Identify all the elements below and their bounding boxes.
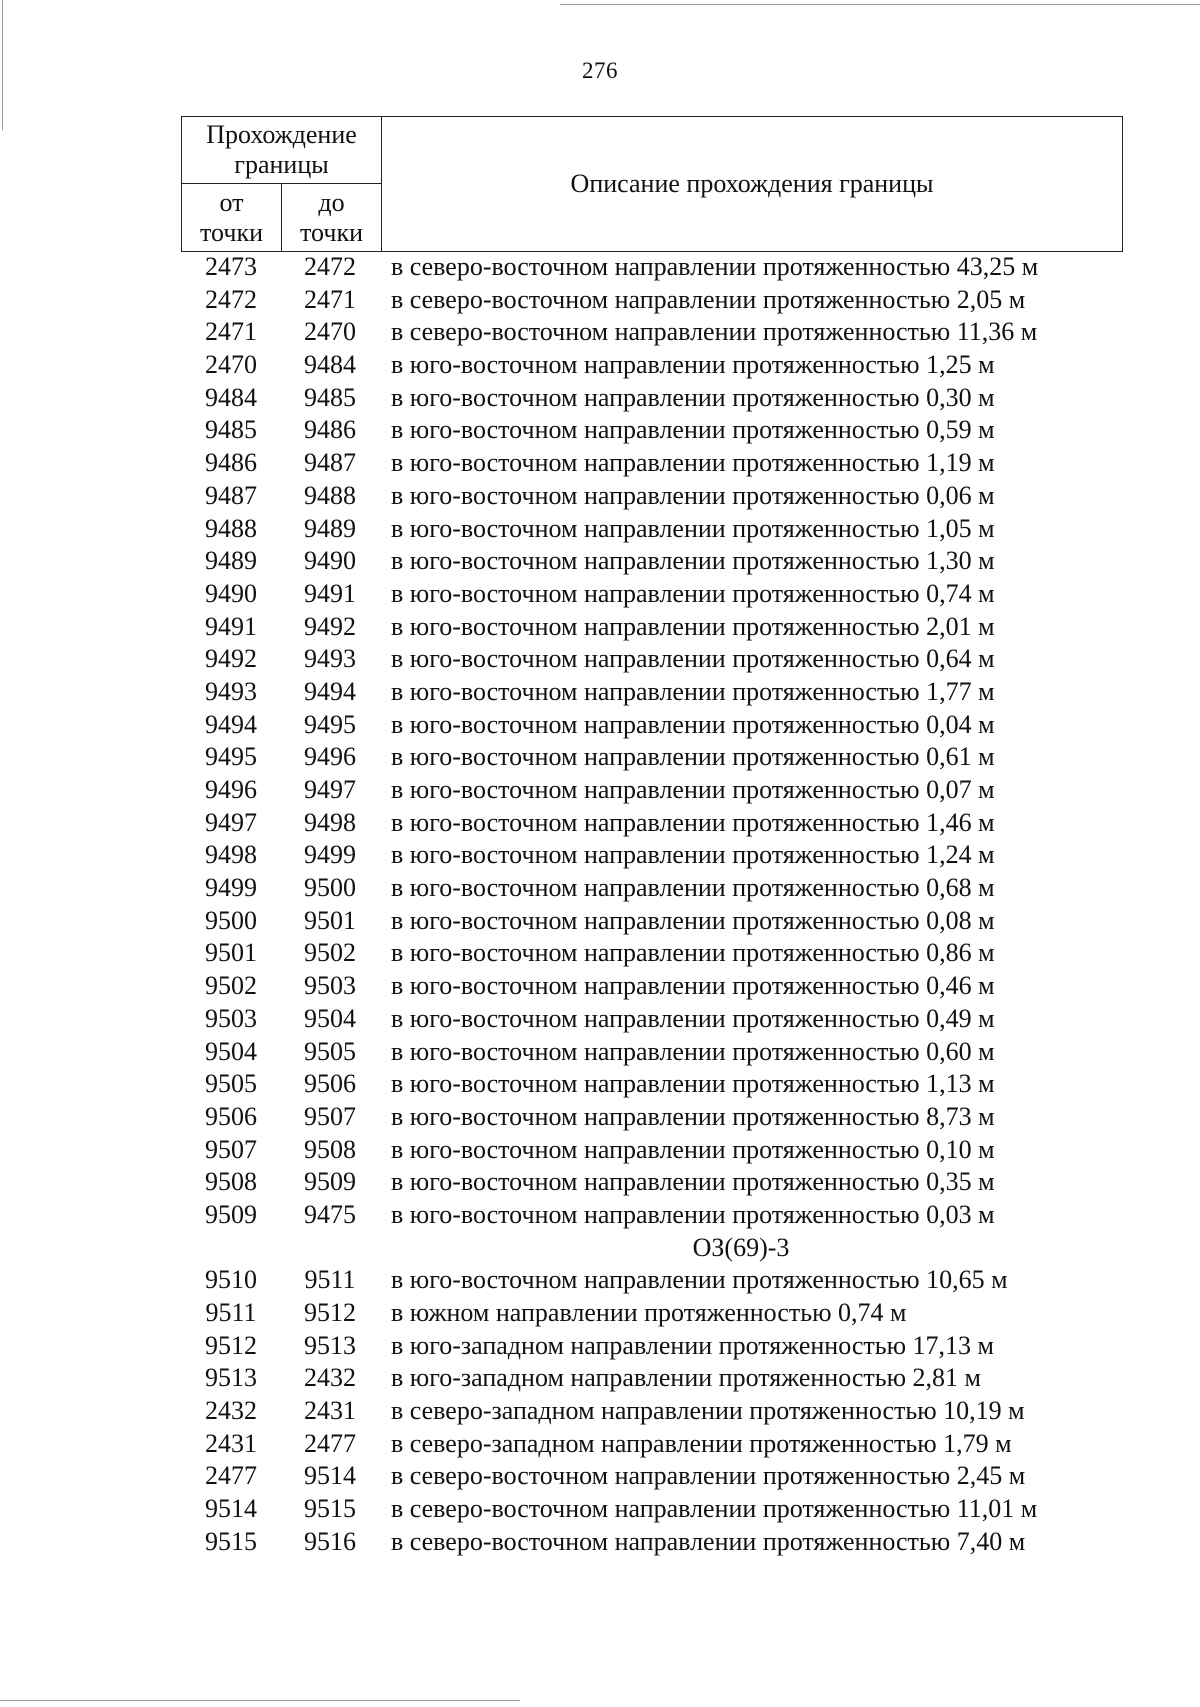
point-to: 9514 (304, 1461, 356, 1491)
table-row (0, 1134, 1200, 1167)
boundary-description: в юго-восточном направлении протяженностью 0,86 м (391, 938, 995, 968)
point-to: 9500 (304, 873, 356, 903)
boundary-description: в юго-восточном направлении протяженностью 10,65 м (391, 1265, 1008, 1295)
boundary-description: в юго-восточном направлении протяженностью 0,64 м (391, 644, 995, 674)
point-from: 9509 (205, 1199, 257, 1229)
point-from: 9497 (205, 807, 257, 837)
table-row (0, 382, 1200, 415)
boundary-description: в юго-восточном направлении протяженностью 0,68 м (391, 873, 995, 903)
table-row (0, 1493, 1200, 1526)
table-row (0, 1428, 1200, 1461)
point-from: 9502 (205, 971, 257, 1001)
section-heading-row (0, 1232, 1200, 1265)
point-to: 9491 (304, 578, 356, 608)
table-row (0, 676, 1200, 709)
point-to: 2470 (304, 317, 356, 347)
point-to: 9512 (304, 1298, 356, 1327)
point-from: 9495 (205, 742, 257, 772)
point-from: 9496 (205, 775, 257, 804)
point-from: 9492 (205, 644, 257, 674)
point-to: 9492 (304, 611, 356, 641)
table-row (0, 1264, 1200, 1297)
table-row (0, 414, 1200, 447)
table-row (0, 1526, 1200, 1559)
boundary-description: в юго-восточном направлении протяженностью 0,60 м (391, 1036, 995, 1066)
table-row (0, 1362, 1200, 1395)
table-row (0, 251, 1200, 284)
point-from: 9505 (205, 1069, 257, 1099)
point-from: 9507 (205, 1134, 257, 1164)
point-from: 9515 (205, 1526, 257, 1556)
point-from: 9511 (205, 1298, 257, 1327)
boundary-description: в северо-восточном направлении протяженностью 11,36 м (391, 317, 1038, 347)
point-to: 9488 (304, 480, 356, 510)
boundary-description: в северо-восточном направлении протяженностью 11,01 м (391, 1494, 1038, 1524)
table-row (0, 1460, 1200, 1493)
boundary-description: в юго-восточном направлении протяженностью 1,46 м (391, 807, 995, 837)
table-row (0, 741, 1200, 774)
point-to: 2477 (304, 1428, 356, 1458)
boundary-description: в юго-восточном направлении протяженностью 1,19 м (391, 448, 995, 478)
point-to: 9475 (304, 1199, 356, 1229)
boundary-description: в юго-восточном направлении протяженностью 0,10 м (391, 1134, 995, 1164)
point-from: 9504 (205, 1036, 257, 1066)
boundary-description: в северо-восточном направлении протяженностью 2,05 м (391, 284, 1026, 314)
point-to: 9515 (304, 1494, 356, 1524)
boundary-description: в юго-восточном направлении протяженностью 1,77 м (391, 676, 995, 706)
point-to: 9497 (304, 775, 356, 804)
point-to: 9484 (304, 350, 356, 380)
point-to: 9494 (304, 676, 356, 706)
table-row (0, 1166, 1200, 1199)
point-to: 9485 (304, 382, 356, 412)
boundary-description: в юго-восточном направлении протяженностью 0,49 м (391, 1003, 995, 1033)
table-row (0, 1199, 1200, 1232)
point-to: 9493 (304, 644, 356, 674)
boundary-description: в юго-западном направлении протяженностью 2,81 м (391, 1363, 981, 1393)
point-from: 9499 (205, 873, 257, 903)
point-from: 2470 (205, 350, 257, 380)
point-to: 2432 (304, 1363, 356, 1393)
boundary-description: в юго-восточном направлении протяженностью 8,73 м (391, 1101, 995, 1131)
boundary-description: в юго-восточном направлении протяженностью 0,35 м (391, 1167, 995, 1197)
header-group-label: Прохождение границы (182, 117, 382, 184)
table-row (0, 774, 1200, 807)
header-from-point: от точки (182, 184, 282, 252)
table-row (0, 905, 1200, 938)
point-from: 9500 (205, 905, 257, 935)
boundary-description: в юго-восточном направлении протяженностью 0,46 м (391, 971, 995, 1001)
table-row (0, 1101, 1200, 1134)
boundary-description: в северо-западном направлении протяженностью 10,19 м (391, 1396, 1025, 1426)
point-to: 9507 (304, 1101, 356, 1131)
point-to: 9487 (304, 448, 356, 478)
table-row (0, 1003, 1200, 1036)
table-row (0, 839, 1200, 872)
point-to: 9506 (304, 1069, 356, 1099)
table-row (0, 349, 1200, 382)
boundary-description: в юго-восточном направлении протяженностью 1,25 м (391, 350, 995, 380)
table-row (0, 807, 1200, 840)
table-row (0, 545, 1200, 578)
point-to: 2472 (304, 252, 356, 281)
point-to: 9496 (304, 742, 356, 772)
boundary-description: в юго-восточном направлении протяженностью 1,13 м (391, 1069, 995, 1099)
point-to: 2431 (304, 1396, 356, 1426)
point-to: 9516 (304, 1526, 356, 1556)
table-row (0, 284, 1200, 317)
table-row (0, 709, 1200, 742)
point-from: 9488 (205, 513, 257, 543)
point-from: 9514 (205, 1494, 257, 1524)
point-from: 9510 (205, 1265, 257, 1295)
boundary-description: в юго-восточном направлении протяженностью 0,06 м (391, 480, 995, 510)
point-from: 9484 (205, 382, 257, 412)
boundary-description: в юго-восточном направлении протяженностью 0,04 м (391, 709, 995, 739)
boundary-description: в юго-восточном направлении протяженностью 2,01 м (391, 611, 995, 641)
point-from: 9512 (205, 1330, 257, 1360)
boundary-description: в юго-восточном направлении протяженностью 0,08 м (391, 905, 995, 935)
point-from: 9506 (205, 1101, 257, 1131)
table-header (181, 116, 1123, 252)
table-row (0, 1395, 1200, 1428)
boundary-description: в юго-восточном направлении протяженностью 0,61 м (391, 742, 995, 772)
point-from: 9487 (205, 480, 257, 510)
point-from: 2473 (205, 252, 257, 281)
boundary-description: в юго-восточном направлении протяженностью 0,59 м (391, 415, 995, 445)
table-row (0, 872, 1200, 905)
point-from: 9494 (205, 709, 257, 739)
point-to: 9486 (304, 415, 356, 445)
header-to-point: до точки (282, 184, 382, 252)
point-from: 2432 (205, 1396, 257, 1426)
point-from: 9489 (205, 546, 257, 576)
point-to: 9503 (304, 971, 356, 1001)
table-row (0, 970, 1200, 1003)
point-to: 9511 (304, 1265, 356, 1295)
boundary-description: в юго-восточном направлении протяженностью 0,07 м (391, 775, 995, 804)
point-from: 2471 (205, 317, 257, 347)
point-to: 9505 (304, 1036, 356, 1066)
point-from: 9491 (205, 611, 257, 641)
table-row (0, 1297, 1200, 1330)
point-to: 9502 (304, 938, 356, 968)
table-row (0, 1036, 1200, 1069)
table-row (0, 1330, 1200, 1363)
boundary-description: в юго-восточном направлении протяженностью 0,03 м (391, 1199, 995, 1229)
point-from: 9503 (205, 1003, 257, 1033)
table-row (0, 480, 1200, 513)
scan-edge-top (560, 4, 1200, 5)
table-row (0, 513, 1200, 546)
boundary-description: в юго-восточном направлении протяженностью 0,30 м (391, 382, 995, 412)
point-from: 9490 (205, 578, 257, 608)
section-title: ОЗ(69)-3 (692, 1232, 790, 1262)
boundary-description: в юго-восточном направлении протяженностью 1,05 м (391, 513, 995, 543)
table-row (0, 316, 1200, 349)
table-row (0, 937, 1200, 970)
boundary-description: в юго-восточном направлении протяженностью 1,30 м (391, 546, 995, 576)
table-row (0, 643, 1200, 676)
point-from: 9486 (205, 448, 257, 478)
point-from: 9498 (205, 840, 257, 870)
boundary-description: в юго-восточном направлении протяженностью 0,74 м (391, 578, 995, 608)
boundary-description: в северо-восточном направлении протяженностью 43,25 м (391, 252, 1039, 281)
point-from: 2431 (205, 1428, 257, 1458)
boundary-description: в северо-восточном направлении протяженностью 7,40 м (391, 1526, 1026, 1556)
table-row (0, 1068, 1200, 1101)
boundary-description: в юго-восточном направлении протяженностью 1,24 м (391, 840, 995, 870)
point-to: 9495 (304, 709, 356, 739)
point-to: 9501 (304, 905, 356, 935)
point-to: 9508 (304, 1134, 356, 1164)
point-from: 9501 (205, 938, 257, 968)
table-row (0, 578, 1200, 611)
point-from: 9508 (205, 1167, 257, 1197)
boundary-rows (0, 251, 1200, 1559)
boundary-description: в северо-восточном направлении протяженностью 2,45 м (391, 1461, 1026, 1491)
point-from: 9485 (205, 415, 257, 445)
point-from: 9513 (205, 1363, 257, 1393)
point-to: 2471 (304, 284, 356, 314)
boundary-description: в северо-западном направлении протяженностью 1,79 м (391, 1428, 1012, 1458)
point-to: 9513 (304, 1330, 356, 1360)
point-to: 9490 (304, 546, 356, 576)
point-from: 2477 (205, 1461, 257, 1491)
boundary-description: в юго-западном направлении протяженностью 17,13 м (391, 1330, 994, 1360)
boundary-description: в южном направлении протяженностью 0,74 м (391, 1298, 907, 1327)
point-to: 9504 (304, 1003, 356, 1033)
point-from: 9493 (205, 676, 257, 706)
point-from: 2472 (205, 284, 257, 314)
point-to: 9498 (304, 807, 356, 837)
table-row (0, 447, 1200, 480)
page-number: 276 (582, 58, 618, 83)
header-description: Описание прохождения границы (382, 117, 1123, 252)
point-to: 9509 (304, 1167, 356, 1197)
point-to: 9489 (304, 513, 356, 543)
table-row (0, 611, 1200, 644)
scan-edge-bottom (0, 1700, 520, 1701)
point-to: 9499 (304, 840, 356, 870)
